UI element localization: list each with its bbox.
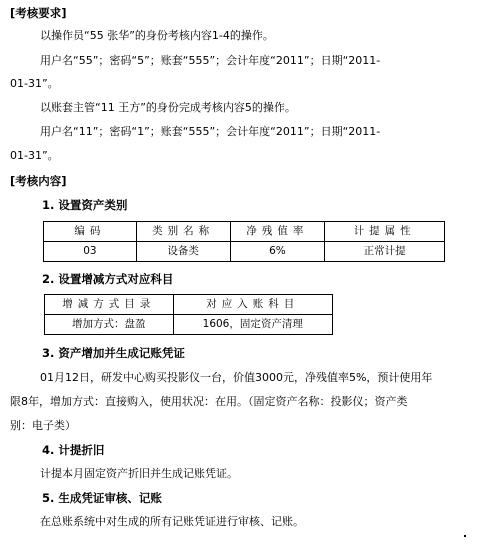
- table-row: [45, 315, 333, 335]
- change-method-table: [44, 294, 333, 335]
- requirements-line-1: 以操作员“55 张华”的身份考核内容1-4的操作。: [40, 29, 274, 42]
- requirements-line-4b: 01-31”。: [10, 149, 59, 162]
- requirements-line-2a: 用户名“55”；密码“5”；账套“555”；会计年度“2011”；日期“2011-: [40, 54, 381, 67]
- table-header-row: [44, 222, 445, 242]
- table-cell: 增加方式：盘盈: [45, 315, 174, 335]
- requirements-line-2b: 01-31”。: [10, 77, 59, 90]
- section-1-heading: 1. 设置资产类别: [42, 198, 128, 212]
- header-cell: 净残值率: [230, 222, 325, 242]
- table-header-row: [45, 295, 333, 315]
- section-5-heading: 5. 生成凭证审核、记账: [42, 491, 162, 505]
- table-cell: 正常计提: [325, 242, 445, 262]
- section-5-text: 在总账系统中对生成的所有记账凭证进行审核、记账。: [40, 515, 304, 528]
- section-3-line-2: 限8年，增加方式：直接购入，使用状况：在用。（固定资产名称：投影仪；资产类: [10, 395, 408, 408]
- section-3-line-3: 别：电子类）: [10, 419, 76, 432]
- section-3-line-1: 01月12日，研发中心购买投影仪一台，价值3000元，净残值率5%，预计使用年: [40, 371, 433, 384]
- scan-dot: [464, 535, 466, 537]
- requirements-title: [考核要求]: [10, 6, 67, 20]
- table-cell: 设备类: [136, 242, 230, 262]
- table-cell: 03: [44, 242, 137, 262]
- table-cell: 6%: [230, 242, 325, 262]
- requirements-line-4a: 用户名“11”；密码“1”；账套“555”；会计年度“2011”；日期“2011-: [40, 125, 381, 138]
- section-3-heading: 3. 资产增加并生成记账凭证: [42, 346, 185, 360]
- header-cell: 对应入账科目: [173, 295, 332, 315]
- section-4-text: 计提本月固定资产折旧并生成记账凭证。: [40, 467, 238, 480]
- header-cell: 类别名称: [136, 222, 230, 242]
- header-cell: 编码: [44, 222, 137, 242]
- header-cell: 增减方式目录: [45, 295, 174, 315]
- section-4-heading: 4. 计提折旧: [42, 443, 105, 457]
- content-title: [考核内容]: [10, 174, 67, 188]
- requirements-line-3: 以账套主管“11 王方”的身份完成考核内容5的操作。: [40, 101, 296, 114]
- asset-category-table: [43, 221, 445, 262]
- table-row: [44, 242, 445, 262]
- table-cell: 1606，固定资产清理: [173, 315, 332, 335]
- section-2-heading: 2. 设置增减方式对应科目: [42, 272, 174, 286]
- header-cell: 计提属性: [325, 222, 445, 242]
